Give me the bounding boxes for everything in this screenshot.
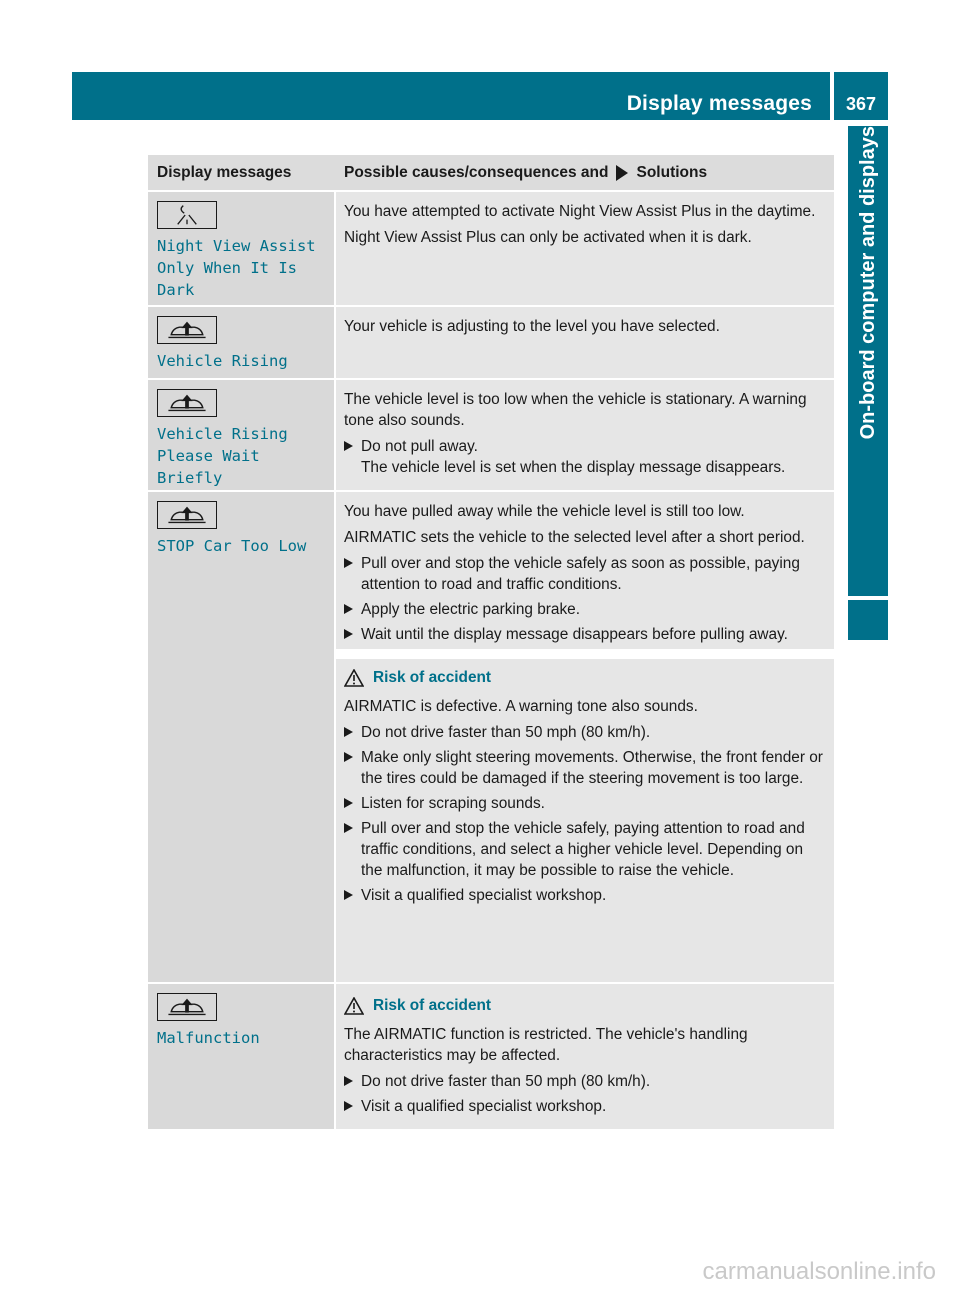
- instruction-step: [344, 1071, 828, 1092]
- instruction-step: [344, 818, 828, 881]
- table-row: [148, 490, 834, 982]
- warning-title: Risk of accident: [373, 997, 492, 1014]
- step-text: Apply the electric parking brake.: [361, 601, 581, 618]
- table-header: [148, 155, 834, 190]
- instruction-step: [344, 747, 828, 789]
- step-text: Make only slight steering movements. Otherwise, the front fender or the tires could be damaged if the steering movement is too large.: [361, 749, 823, 787]
- cause-text: AIRMATIC is defective. A warning tone also sounds.: [344, 698, 698, 715]
- col2-header-suffix: Solutions: [636, 163, 708, 181]
- cause-text: AIRMATIC sets the vehicle to the selected level after a short period.: [344, 529, 805, 546]
- col2-header: [336, 155, 834, 190]
- display-message: Night View Assist Only When It Is Dark: [157, 237, 316, 299]
- display-messages-table: [148, 155, 834, 1129]
- step-text: Listen for scraping sounds.: [361, 795, 545, 812]
- instruction-step: [344, 722, 828, 743]
- table-row: [148, 378, 834, 490]
- page-number-box: [834, 72, 888, 120]
- step-text: Visit a qualified specialist workshop.: [361, 1098, 607, 1115]
- step-text: Do not drive faster than 50 mph (80 km/h).: [361, 1073, 651, 1090]
- message-cell: [148, 192, 334, 305]
- message-cell: [148, 984, 334, 1129]
- solution-cell: [336, 307, 834, 378]
- step-arrow-icon: [344, 441, 353, 451]
- display-message: Vehicle Rising: [157, 352, 288, 370]
- warning-triangle-icon: [344, 997, 364, 1015]
- instruction-step: [344, 624, 828, 645]
- cause-text: The AIRMATIC function is restricted. The vehicle's handling characteristics may be affected.: [344, 1026, 748, 1064]
- side-tab-marker: [848, 600, 888, 640]
- display-message: Malfunction: [157, 1029, 260, 1047]
- cause-text: You have attempted to activate Night View Assist Plus in the daytime.: [344, 203, 816, 220]
- table-row: [148, 982, 834, 1129]
- col1-header: Display messages: [157, 164, 292, 181]
- vehicle-level-icon: [157, 501, 217, 529]
- page-title: Display messages: [626, 92, 812, 115]
- message-cell: [148, 492, 334, 982]
- step-arrow-icon: [344, 558, 353, 568]
- display-message: Vehicle Rising Please Wait Briefly: [157, 425, 288, 487]
- cause-text: Night View Assist Plus can only be activated when it is dark.: [344, 229, 752, 246]
- warning-heading: [344, 995, 828, 1016]
- warning-title: Risk of accident: [373, 669, 492, 686]
- table-row: [148, 305, 834, 378]
- step-text: Visit a qualified specialist workshop.: [361, 887, 607, 904]
- step-text: Wait until the display message disappears before pulling away.: [361, 626, 788, 643]
- step-arrow-icon: [344, 1101, 353, 1111]
- step-arrow-icon: [344, 629, 353, 639]
- night-view-icon: [157, 201, 217, 229]
- step-arrow-icon: [344, 727, 353, 737]
- warning-triangle-icon: [344, 669, 364, 687]
- display-message: STOP Car Too Low: [157, 537, 307, 555]
- cause-text: You have pulled away while the vehicle level is still too low.: [344, 503, 745, 520]
- divider: [336, 649, 834, 659]
- instruction-step: [344, 599, 828, 620]
- message-cell: [148, 307, 334, 378]
- step-text: Pull over and stop the vehicle safely, paying attention to road and traffic conditions, and select a higher vehicle level. Depending on the malfunction, it may be possible to raise the vehicle.: [361, 820, 805, 879]
- table-row: [148, 190, 834, 305]
- watermark: carmanualsonline.info: [702, 1258, 936, 1285]
- arrow-right-icon: [616, 165, 628, 181]
- solution-cell: [336, 192, 834, 305]
- cause-text: The vehicle level is too low when the vehicle is stationary. A warning tone also sounds.: [344, 391, 807, 429]
- vehicle-level-icon: [157, 316, 217, 344]
- header-bar: [72, 72, 830, 120]
- instruction-step: [344, 885, 828, 906]
- side-tab: [848, 126, 888, 596]
- instruction-step: [344, 793, 828, 814]
- instruction-step: [344, 436, 828, 478]
- solution-cell: [336, 492, 834, 982]
- page-number: 367: [845, 94, 877, 114]
- solution-cell: [336, 984, 834, 1129]
- step-arrow-icon: [344, 752, 353, 762]
- step-text: Do not pull away.: [361, 438, 478, 455]
- col2-header-prefix: Possible causes/consequences and: [344, 163, 609, 181]
- vehicle-level-icon: [157, 389, 217, 417]
- instruction-step: [344, 553, 828, 595]
- side-tab-label: On-board computer and displays: [857, 126, 879, 440]
- warning-heading: [344, 667, 828, 688]
- message-cell: [148, 380, 334, 490]
- step-result: The vehicle level is set when the display message disappears.: [361, 459, 786, 476]
- solution-cell: [336, 380, 834, 490]
- cause-text: Your vehicle is adjusting to the level you have selected.: [344, 318, 720, 335]
- instruction-step: [344, 1096, 828, 1117]
- step-arrow-icon: [344, 798, 353, 808]
- vehicle-level-icon: [157, 993, 217, 1021]
- step-arrow-icon: [344, 890, 353, 900]
- step-arrow-icon: [344, 1076, 353, 1086]
- step-text: Do not drive faster than 50 mph (80 km/h).: [361, 724, 651, 741]
- step-text: Pull over and stop the vehicle safely as soon as possible, paying attention to road and traffic conditions.: [361, 555, 800, 593]
- step-arrow-icon: [344, 604, 353, 614]
- step-arrow-icon: [344, 823, 353, 833]
